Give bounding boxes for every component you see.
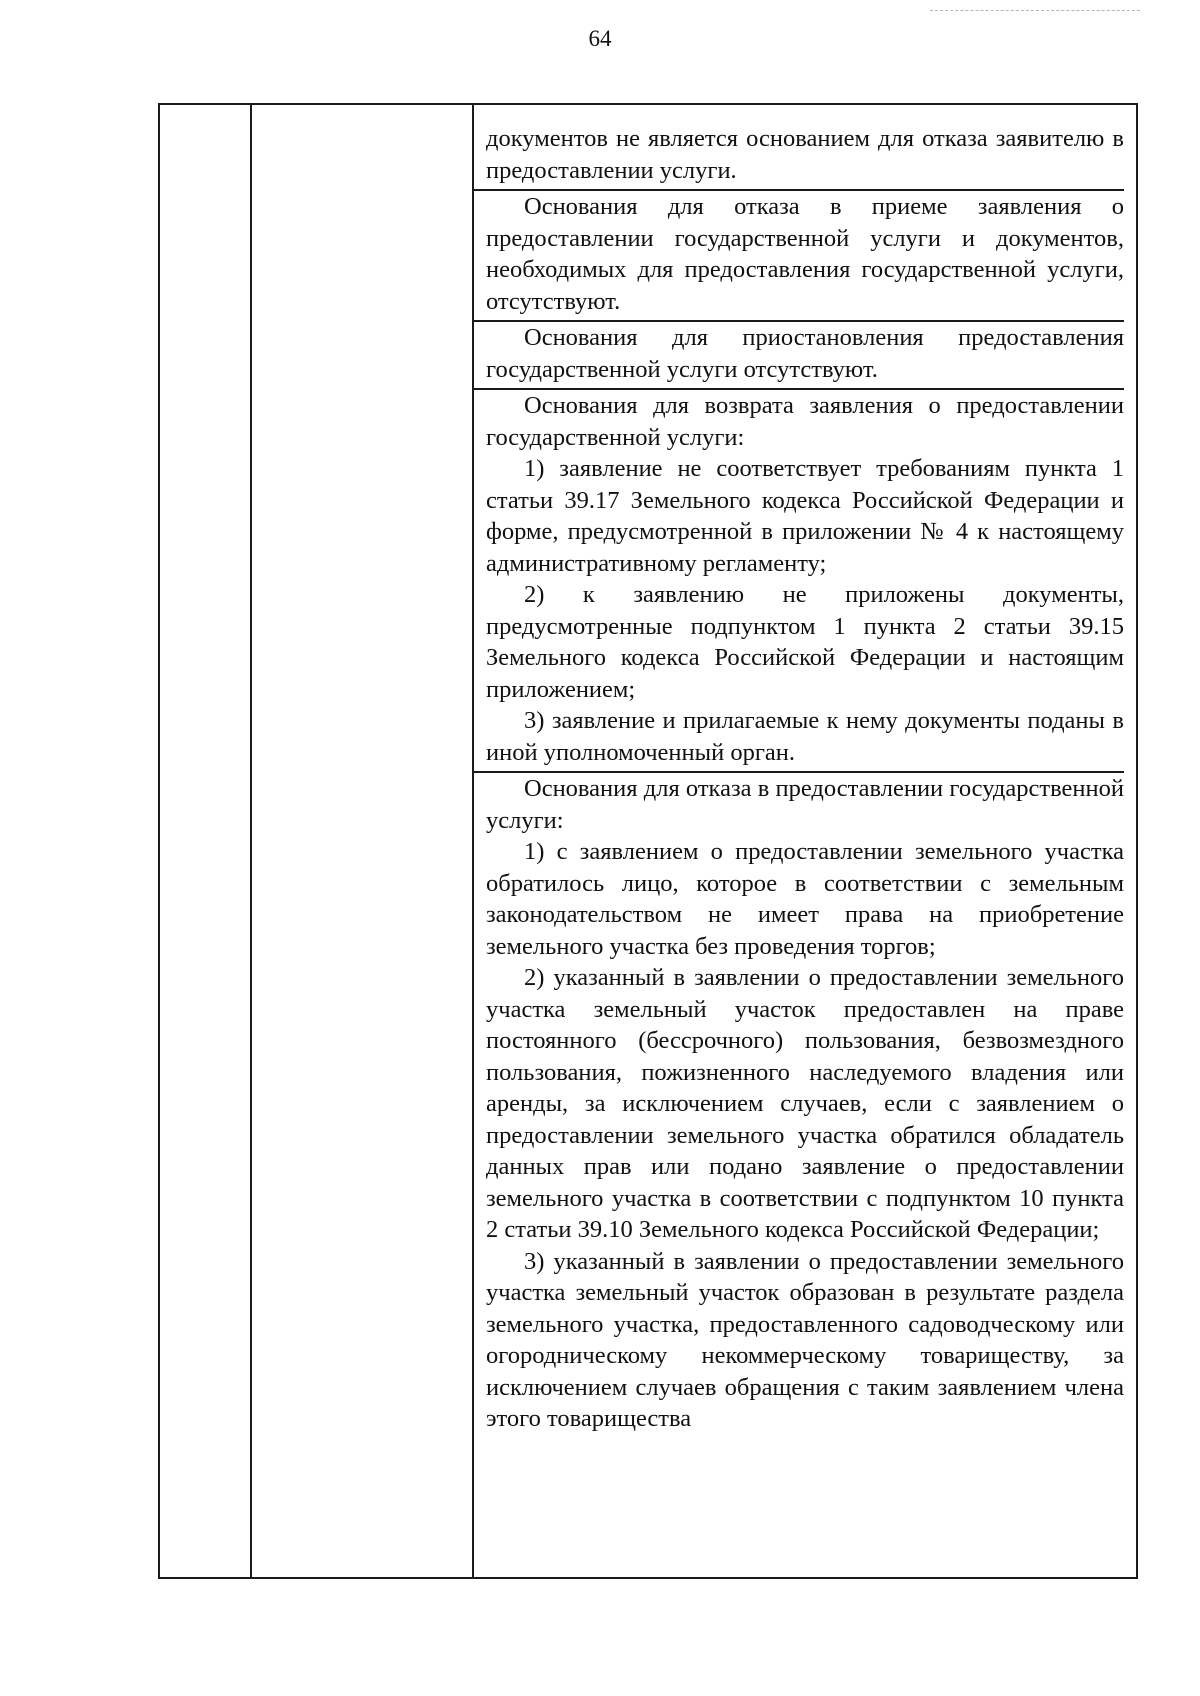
list-item: 3) указанный в заявлении о предоставлении земельного участка земельный участок образован в результате раздела земельного участка, предоставленного садоводческому или огородническому некоммерческому товариществу, за исключением случаев обращения с таким заявлением члена этого товарищества: [486, 1247, 1124, 1432]
paragraph: Основания для отказа в предоставлении государственной услуги:: [486, 775, 1124, 834]
paragraph: Основания для возврата заявления о предоставлении государственной услуги:: [486, 392, 1124, 451]
page-number: 64: [588, 26, 612, 51]
table-cell-continuation: [472, 105, 1124, 191]
table-cell-refusal-grounds: [472, 773, 1124, 1438]
list-item: 1) с заявлением о предоставлении земельного участка обратилось лицо, которое в соответствии с земельным законодательством не имеет права на приобретение земельного участка без проведения торгов;: [486, 838, 1124, 960]
list-item: 1) заявление не соответствует требованиям пункта 1 статьи 39.17 Земельного кодекса Российской Федерации и форме, предусмотренной в приложении № 4 к настоящему административному регламенту;: [486, 455, 1124, 577]
list-item: 3) заявление и прилагаемые к нему документы поданы в иной уполномоченный орган.: [486, 707, 1124, 766]
table-cell-return-grounds: [472, 390, 1124, 773]
document-table: [158, 103, 1138, 1579]
scan-artifact-line: [930, 10, 1140, 11]
table-cell-suspension: [472, 322, 1124, 390]
paragraph: Основания для приостановления предоставления государственной услуги отсутствуют.: [486, 324, 1124, 383]
content-column: [486, 105, 1124, 1438]
paragraph: документов не является основанием для отказа заявителю в предоставлении услуги.: [486, 125, 1124, 184]
list-item: 2) указанный в заявлении о предоставлении земельного участка земельный участок предоставлен на праве постоянного (бессрочного) пользования, безвозмездного пользования, пожизненного наследуемого владения или аренды, за исключением случаев, если с заявлением о предоставлении земельного участка обратился обладатель данных прав или подано заявление о предоставлении земельного участка в соответствии с подпунктом 10 пункта 2 статьи 39.10 Земельного кодекса Российской Федерации;: [486, 964, 1124, 1243]
table-cell-refusal-to-accept: [472, 191, 1124, 322]
list-item: 2) к заявлению не приложены документы, предусмотренные подпунктом 1 пункта 2 статьи 39.15 Земельного кодекса Российской Федерации и настоящим приложением;: [486, 581, 1124, 703]
paragraph: Основания для отказа в приеме заявления о предоставлении государственной услуги и документов, необходимых для предоставления государственной услуги, отсутствуют.: [486, 193, 1124, 315]
column-divider-1: [250, 105, 252, 1577]
